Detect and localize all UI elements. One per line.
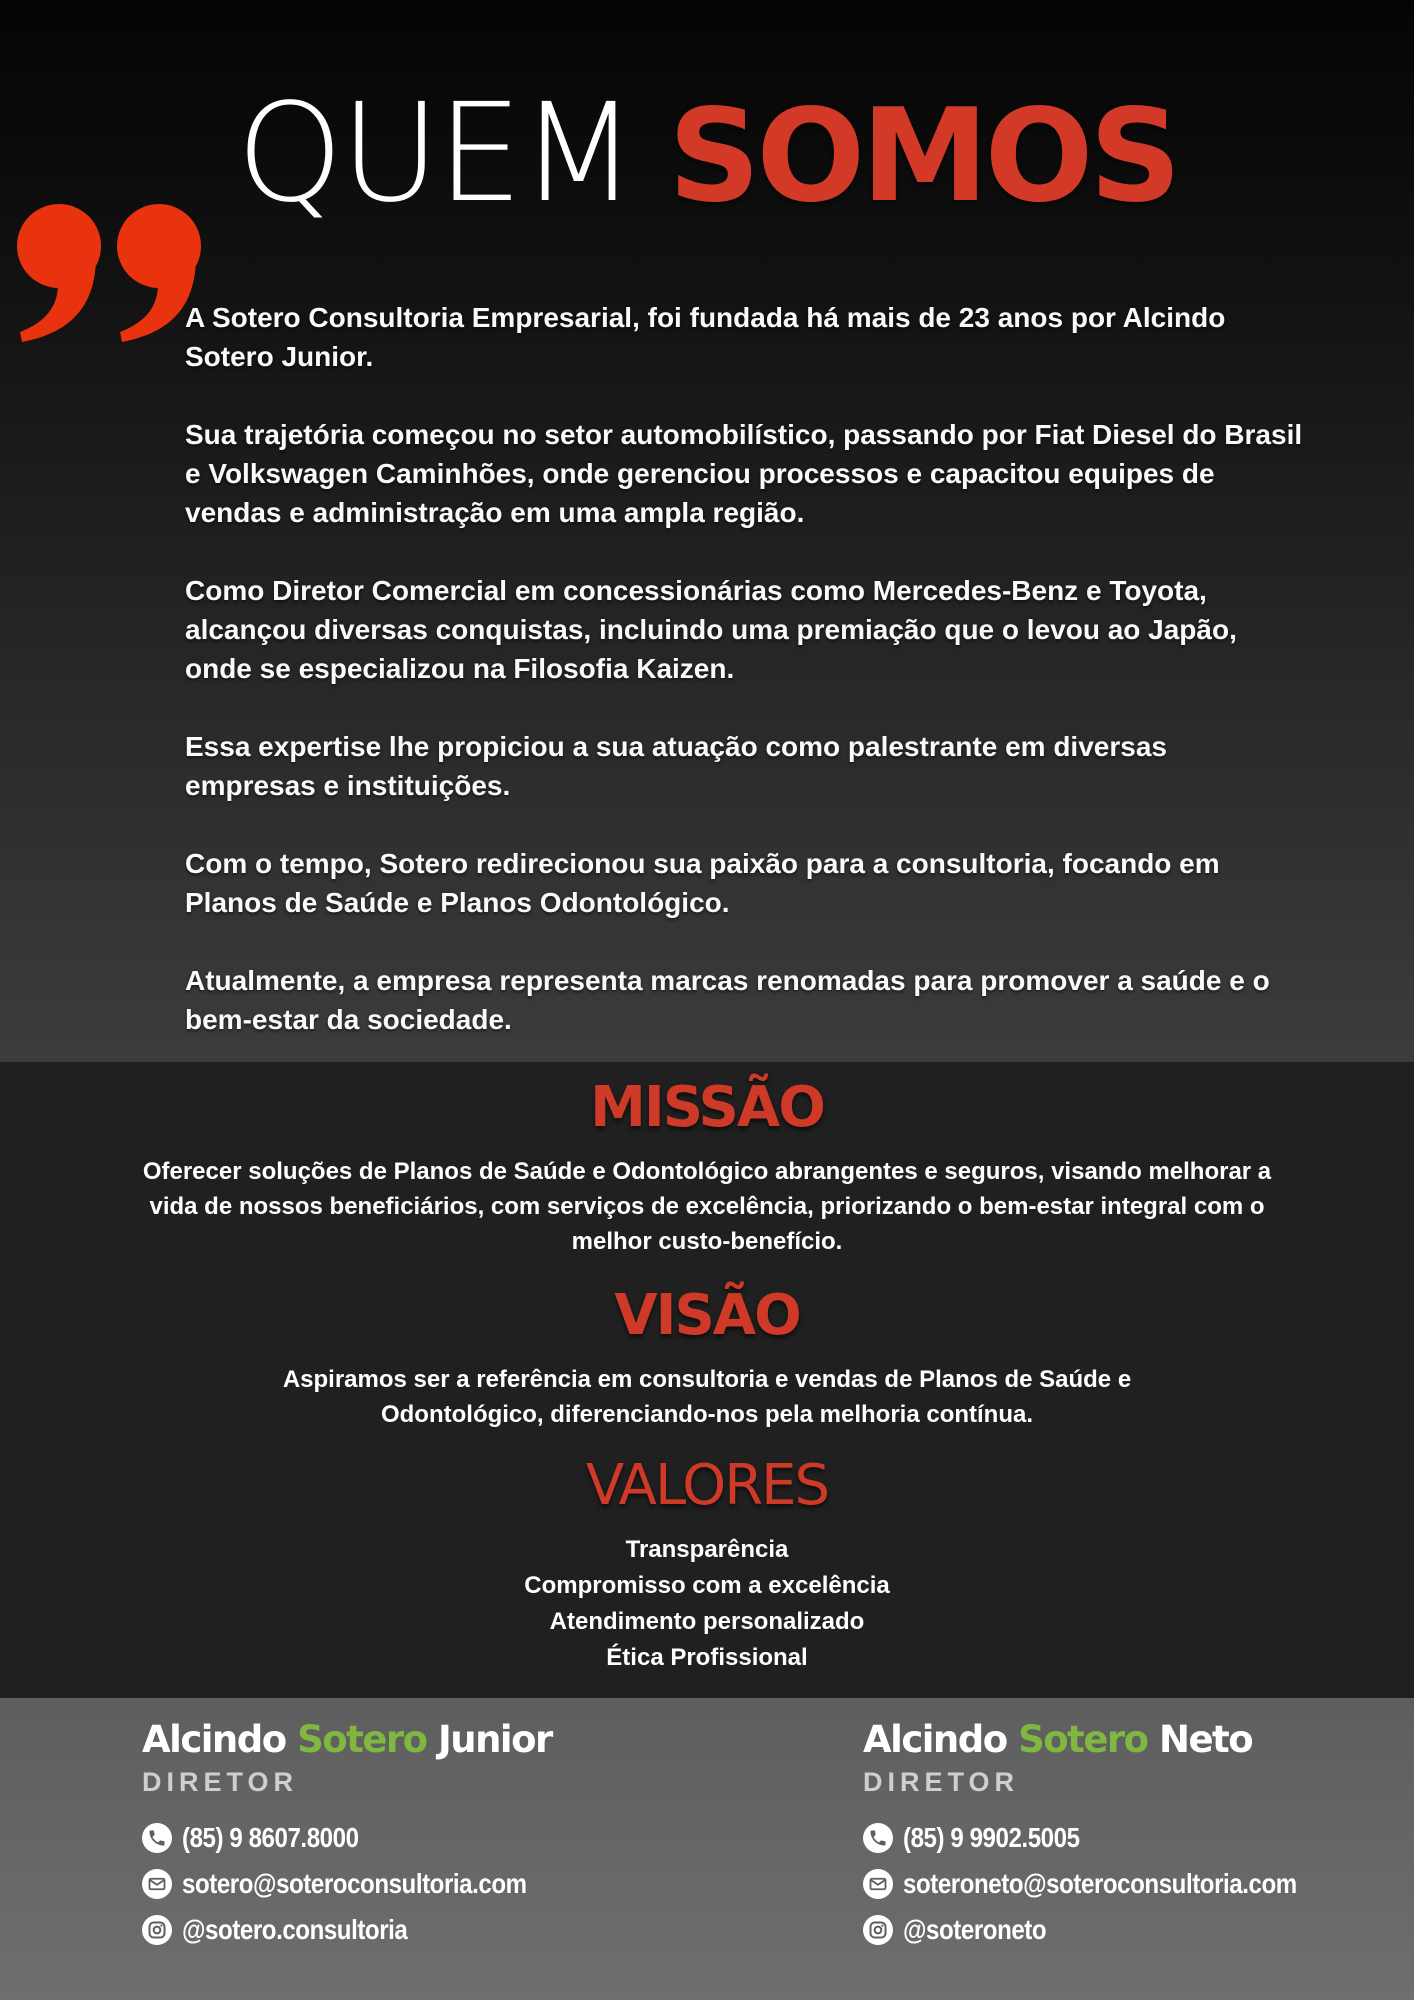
contact-name (142, 1718, 583, 1762)
instagram-icon (863, 1915, 893, 1945)
contact-instagram[interactable] (863, 1910, 1361, 1950)
visao-text: Aspiramos ser a referência em consultoria e vendas de Planos de Saúde e Odontológico, diferenciando-nos pela melhoria contínua. (282, 1366, 1132, 1428)
contact-role: DIRETOR (863, 1767, 1020, 1797)
name-last: Junior (437, 1718, 552, 1761)
about-paragraph: Atualmente, a empresa representa marcas renomadas para promover a saúde e o bem-estar da sociedade. (185, 965, 1270, 1035)
contact-card-neto (863, 1718, 1361, 1950)
quote-icon (14, 198, 214, 348)
instagram-text: @sotero.consultoria (182, 1914, 408, 1945)
title-quem: QUEM (236, 75, 635, 233)
contact-email[interactable] (142, 1864, 583, 1904)
valores-list (0, 1532, 1414, 1676)
contact-instagram[interactable] (142, 1910, 583, 1950)
contact-email[interactable] (863, 1864, 1361, 1904)
visao-title: VISÃO (614, 1283, 800, 1348)
name-last: Neto (1158, 1718, 1253, 1761)
valores-title: VALORES (585, 1453, 829, 1518)
mission-vision-values (0, 1062, 1414, 1698)
name-first: Alcindo (142, 1718, 286, 1761)
about-paragraph: Como Diretor Comercial em concessionárias como Mercedes-Benz e Toyota, alcançou diversas conquistas, incluindo uma premiação que o levou ao Japão, onde se especializou na Filosofia Kaizen. (185, 575, 1237, 684)
missao-text: Oferecer soluções de Planos de Saúde e Odontológico abrangentes e seguros, visando melhorar a vida de nossos beneficiários, com serviços de excelência, priorizando o bem-estar integral com o melhor custo-benefício. (142, 1158, 1272, 1255)
about-paragraph: Sua trajetória começou no setor automobilístico, passando por Fiat Diesel do Brasil e Volkswagen Caminhões, onde gerenciou processos e capacitou equipes de vendas e administração em uma ampla região. (185, 419, 1303, 528)
missao-title: MISSÃO (590, 1075, 824, 1140)
name-middle: Sotero (297, 1718, 427, 1761)
phone-icon (863, 1823, 893, 1853)
phone-text: (85) 9 9902.5005 (903, 1822, 1080, 1853)
about-text (185, 298, 1305, 1078)
contact-phone[interactable] (863, 1818, 1361, 1858)
about-paragraph: Essa expertise lhe propiciou a sua atuação como palestrante em diversas empresas e instituições. (185, 731, 1167, 801)
valores-item: Transparência (625, 1536, 789, 1563)
email-icon (863, 1869, 893, 1899)
instagram-text: @soteroneto (903, 1914, 1047, 1945)
valores-item: Ética Profissional (606, 1644, 808, 1671)
about-paragraph: A Sotero Consultoria Empresarial, foi fundada há mais de 23 anos por Alcindo Sotero Junior. (185, 302, 1226, 372)
contacts-footer (0, 1698, 1414, 2000)
contact-phone[interactable] (142, 1818, 583, 1858)
email-text: soteroneto@soteroconsultoria.com (903, 1868, 1297, 1899)
phone-text: (85) 9 8607.8000 (182, 1822, 359, 1853)
name-first: Alcindo (863, 1718, 1007, 1761)
contact-role: DIRETOR (142, 1767, 299, 1797)
email-text: sotero@soteroconsultoria.com (182, 1868, 527, 1899)
title-somos: SOMOS (668, 82, 1178, 231)
email-icon (142, 1869, 172, 1899)
instagram-icon (142, 1915, 172, 1945)
about-paragraph: Com o tempo, Sotero redirecionou sua paixão para a consultoria, focando em Planos de Saúde e Planos Odontológico. (185, 848, 1220, 918)
valores-item: Compromisso com a excelência (524, 1572, 890, 1599)
contact-name (863, 1718, 1361, 1762)
phone-icon (142, 1823, 172, 1853)
valores-item: Atendimento personalizado (549, 1608, 865, 1635)
contact-card-junior (142, 1718, 583, 1950)
name-middle: Sotero (1018, 1718, 1148, 1761)
